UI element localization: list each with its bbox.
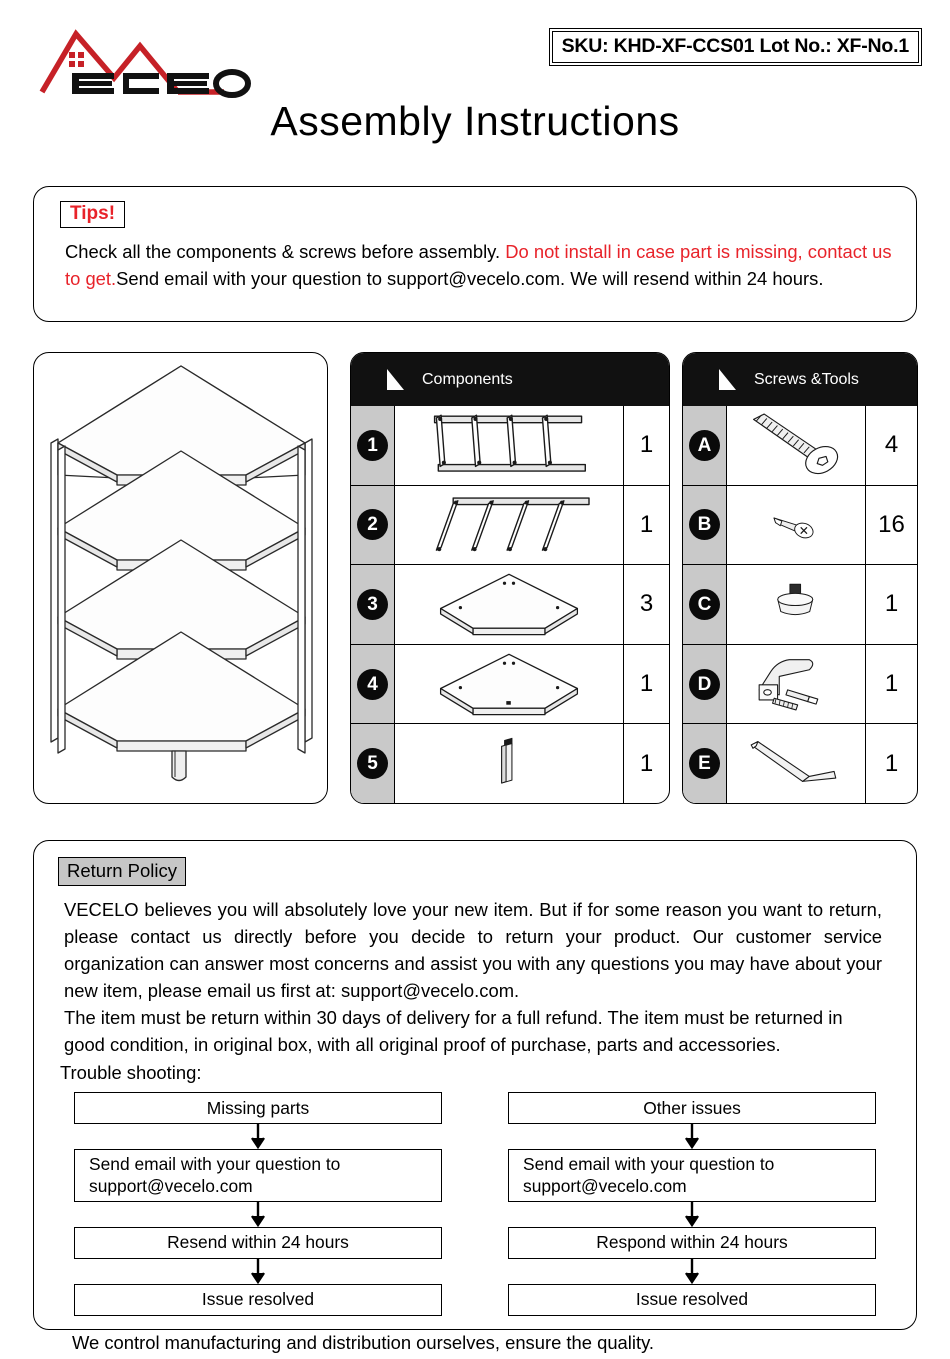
tips-body (65, 238, 894, 292)
hex-socket-bolt-icon (734, 407, 858, 483)
part-quantity: 16 (865, 486, 917, 565)
product-illustration-panel (33, 352, 328, 804)
flow-step: Other issues (508, 1092, 876, 1124)
part-image-cell (727, 406, 865, 485)
part-badge: A (689, 430, 720, 461)
row-index-cell (683, 565, 727, 644)
part-quantity: 1 (865, 724, 917, 803)
phillips-wood-screw-icon (741, 491, 851, 559)
leveling-foot-glide-icon (758, 573, 834, 635)
flow-step: Resend within 24 hours (74, 1227, 442, 1259)
side-frame-with-one-rail-icon (415, 486, 603, 565)
return-policy-paragraph-1: VECELO believes you will absolutely love your new item. But if for some reason you want to return, please contact us directly before you decide to return your product. Our customer service organization can answer most concerns and assist you with any questions you may have about your new item, please email us first at: support@vecelo.com. (64, 899, 882, 1002)
row-index-cell (683, 724, 727, 803)
table-row (683, 485, 917, 565)
return-policy-body (64, 896, 882, 1058)
page-header (0, 0, 950, 168)
components-table (350, 352, 670, 804)
part-quantity: 1 (623, 724, 669, 803)
row-index-cell (351, 486, 395, 565)
pentagon-shelf-board-with-hole-icon (419, 645, 599, 723)
quality-footer-note: We control manufacturing and distribution ourselves, ensure the quality. (72, 1331, 655, 1353)
part-quantity: 1 (623, 406, 669, 485)
table-row (683, 644, 917, 724)
screws-tools-table-title: Screws &Tools (754, 370, 859, 388)
return-policy-panel (33, 840, 917, 1353)
part-image-cell (727, 565, 865, 644)
pentagon-shelf-board-icon (419, 565, 599, 643)
part-badge: C (689, 589, 720, 620)
part-badge: 5 (357, 748, 388, 779)
part-badge: 1 (357, 430, 388, 461)
part-badge: D (689, 669, 720, 700)
tips-line1-red: Do not install in case part is missing, contact us to get. (65, 241, 892, 290)
flow-step: Send email with your question to support@vecelo.com (74, 1149, 442, 1201)
trouble-shooting-flowcharts (58, 1092, 892, 1315)
part-image-cell (727, 645, 865, 724)
row-index-cell (351, 565, 395, 644)
part-quantity: 1 (623, 486, 669, 565)
table-row (683, 406, 917, 485)
anti-tip-bracket-with-anchor-icon (737, 648, 855, 720)
part-badge: 4 (357, 669, 388, 700)
flow-arrow-icon (74, 1202, 442, 1227)
screws-tools-table (682, 352, 918, 804)
part-quantity: 1 (865, 565, 917, 644)
part-image-cell (395, 486, 623, 565)
part-image-cell (395, 565, 623, 644)
table-row (351, 564, 669, 644)
part-image-cell (395, 724, 623, 803)
part-badge: B (689, 509, 720, 540)
row-index-cell (683, 406, 727, 485)
part-quantity: 1 (865, 645, 917, 724)
row-index-cell (351, 645, 395, 724)
table-row (351, 406, 669, 485)
tips-line1-black: Check all the components & screws before assembly. (65, 241, 506, 262)
part-image-cell (727, 724, 865, 803)
return-policy-badge: Return Policy (58, 857, 186, 886)
sku-lot-box (549, 28, 922, 66)
flow-step: Issue resolved (74, 1284, 442, 1316)
table-row (351, 485, 669, 565)
row-index-cell (351, 724, 395, 803)
flow-arrow-icon (508, 1259, 876, 1284)
page-title: Assembly Instructions (270, 98, 680, 144)
components-table-body (351, 406, 669, 803)
part-image-cell (395, 645, 623, 724)
table-row (683, 723, 917, 803)
flow-step: Issue resolved (508, 1284, 876, 1316)
part-quantity: 4 (865, 406, 917, 485)
sku-lot-text: SKU: KHD-XF-CCS01 Lot No.: XF-No.1 (552, 31, 919, 63)
table-row (683, 564, 917, 644)
components-table-title: Components (422, 370, 513, 388)
table-row (351, 644, 669, 724)
table-row (351, 723, 669, 803)
allen-hex-key-icon (737, 735, 855, 793)
row-index-cell (351, 406, 395, 485)
part-quantity: 3 (623, 565, 669, 644)
corner-shelf-illustration (34, 353, 328, 804)
flow-arrow-icon (74, 1259, 442, 1284)
part-quantity: 1 (623, 645, 669, 724)
part-image-cell (395, 406, 623, 485)
screws-tools-table-header (683, 353, 917, 406)
flow-arrow-icon (74, 1124, 442, 1149)
part-badge: 2 (357, 509, 388, 540)
flow-arrow-icon (508, 1124, 876, 1149)
triangle-icon (717, 367, 738, 392)
components-table-header (351, 353, 669, 406)
middle-section (0, 352, 950, 807)
part-badge: 3 (357, 589, 388, 620)
side-frame-with-two-rails-icon (415, 406, 603, 485)
vecelo-logo-graphic (28, 16, 258, 102)
cylindrical-spacer-post-icon (487, 734, 531, 794)
flowchart-missing-parts (74, 1092, 442, 1315)
trouble-shooting-label: Trouble shooting: (60, 1062, 202, 1084)
return-policy-paragraph-2: The item must be return within 30 days of delivery for a full refund. The item must be returned in good condition, in original box, with all original proof of purchase, parts and accessories. (64, 1007, 843, 1056)
part-badge: E (689, 748, 720, 779)
tips-line2-black: Send email with your question to support@vecelo.com. We will resend within 24 hours. (116, 268, 824, 290)
part-image-cell (727, 486, 865, 565)
flow-step: Respond within 24 hours (508, 1227, 876, 1259)
flow-step: Missing parts (74, 1092, 442, 1124)
row-index-cell (683, 486, 727, 565)
row-index-cell (683, 645, 727, 724)
tips-panel (33, 186, 917, 322)
flow-arrow-icon (508, 1202, 876, 1227)
flow-step: Send email with your question to support@vecelo.com (508, 1149, 876, 1201)
tips-badge: Tips! (60, 201, 125, 228)
screws-tools-table-body (683, 406, 917, 803)
triangle-icon (385, 367, 406, 392)
flowchart-other-issues (508, 1092, 876, 1315)
vecelo-logo (28, 16, 258, 102)
